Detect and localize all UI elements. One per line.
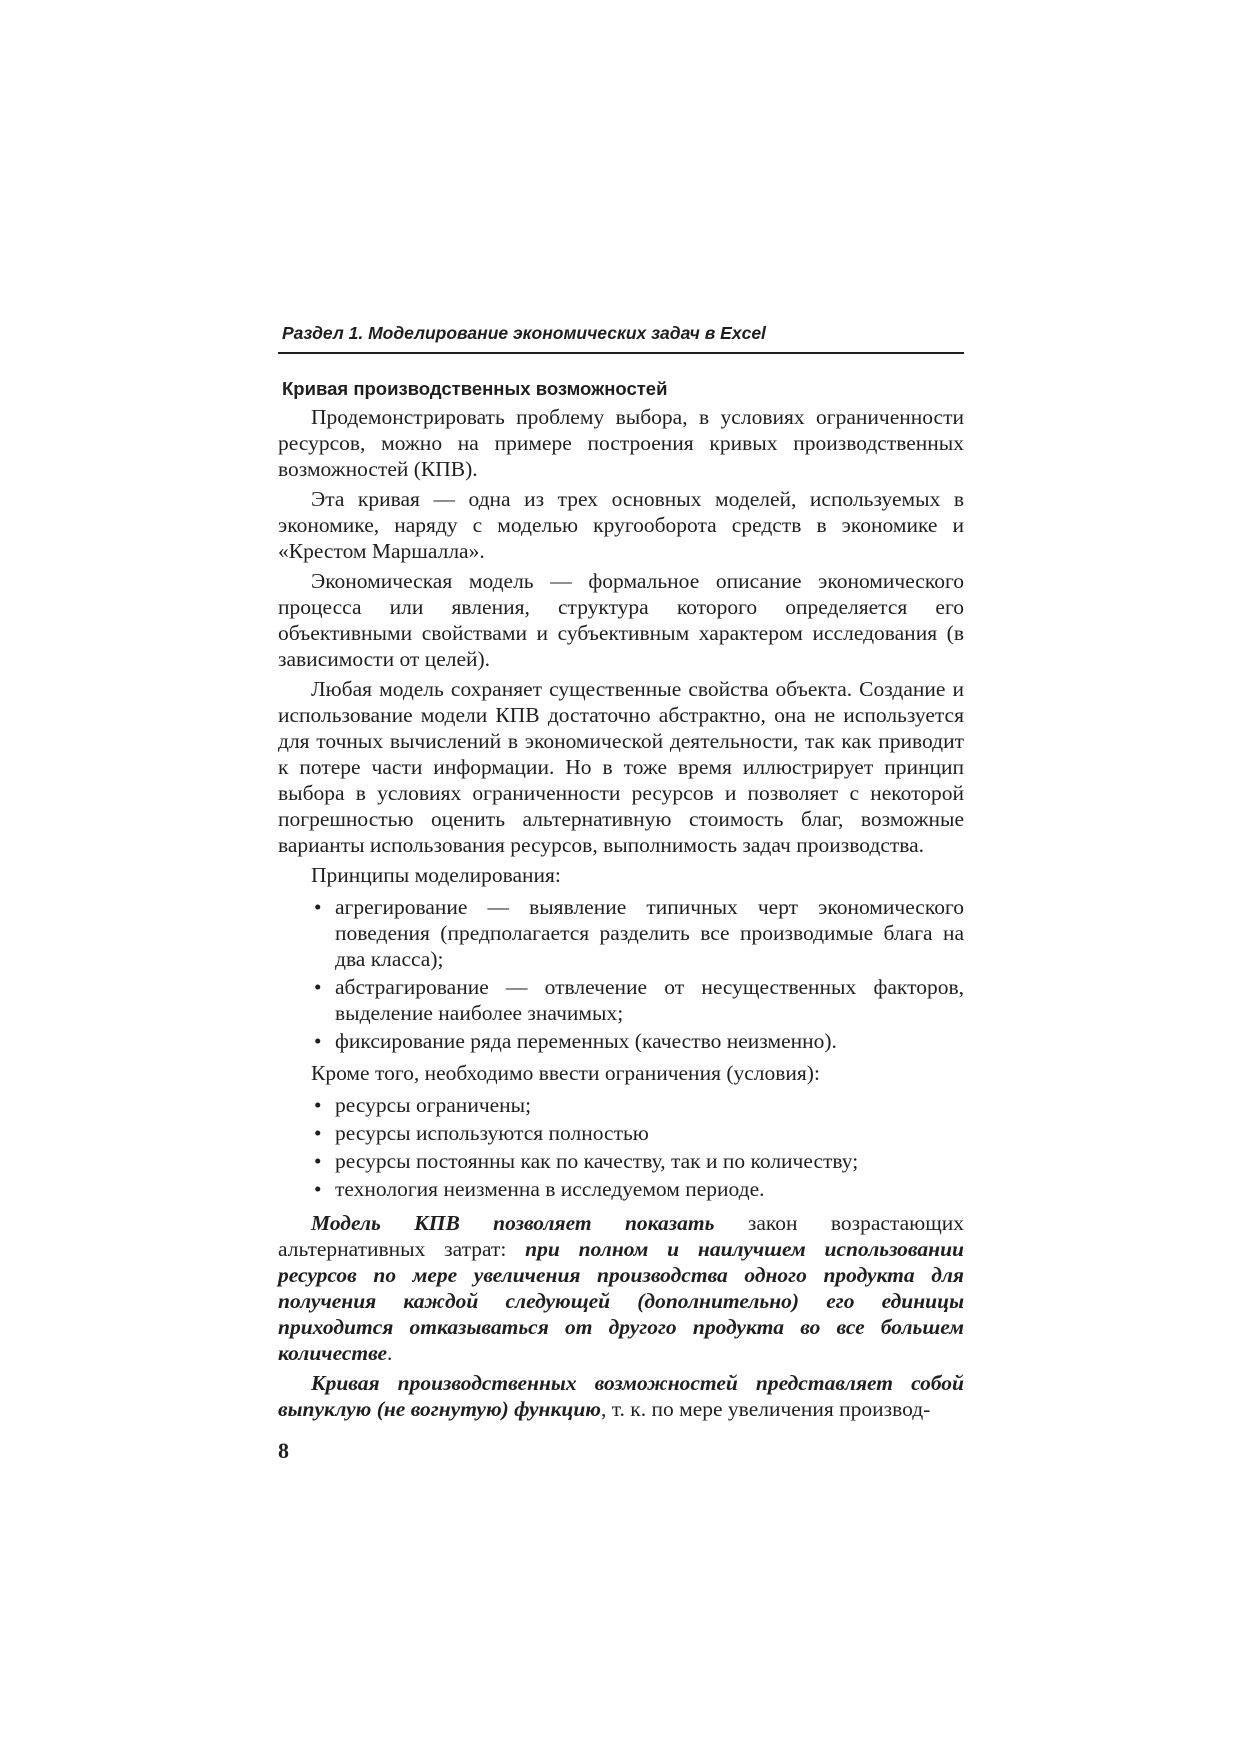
law-tail: . xyxy=(386,1341,393,1365)
law-middle: закон возрастающих альтернативных затрат: xyxy=(278,1211,964,1261)
constraints-list xyxy=(278,1092,964,1202)
list-item: • абстрагирование — отвлечение от несущественных факторов, выделение наиболее значимых; xyxy=(314,974,964,1026)
list-item: • технология неизменна в исследуемом периоде. xyxy=(314,1176,964,1202)
list-item: • ресурсы используются полностью xyxy=(314,1120,964,1146)
page-body xyxy=(278,320,964,1426)
principles-list xyxy=(278,894,964,1054)
principles-intro: Принципы моделирования: xyxy=(311,863,561,887)
law-lead: Модель КПВ позволяет показать xyxy=(311,1211,715,1235)
paragraph-2: Эта кривая — одна из трех основных моделей, используемых в экономике, наряду с моделью кругооборота средств в экономике и «Крестом Маршалла». xyxy=(278,487,964,563)
constraints-intro: Кроме того, необходимо ввести ограничения (условия): xyxy=(311,1061,820,1085)
convex-paragraph xyxy=(278,1370,964,1422)
law-paragraph xyxy=(278,1210,964,1366)
law-statement: при полном и наилучшем использовании ресурсов по мере увеличения производства одного продукта для получения каждой следующей (дополнительно) его единицы приходится отказываться от другого продукта во все большем количестве xyxy=(278,1237,964,1365)
list-item: • агрегирование — выявление типичных черт экономического поведения (предполагается разделить все производимые блага на два класса); xyxy=(314,894,964,972)
page-number: 8 xyxy=(278,1438,289,1463)
paragraph-4: Любая модель сохраняет существенные свойства объекта. Создание и использование модели КПВ достаточно абстрактно, она не используется для точных вычислений в экономической деятельности, так как приводит к потере части информации. Но в тоже время иллюстрирует принцип выбора в условиях ограниченности ресурсов и позволяет с некоторой погрешностью оценить альтернативную стоимость благ, возможные варианты использования ресурсов, выполнимость задач производства. xyxy=(278,677,964,857)
section-heading: Кривая производственных возможностей xyxy=(282,378,668,399)
running-head: Раздел 1. Моделирование экономических задач в Excel xyxy=(282,323,766,343)
list-item: • ресурсы ограничены; xyxy=(314,1092,964,1118)
paragraph-3: Экономическая модель — формальное описание экономического процесса или явления, структура которого определяется его объективными свойствами и субъективным характером исследования (в зависимости от целей). xyxy=(278,569,964,671)
list-item: • фиксирование ряда переменных (качество неизменно). xyxy=(314,1028,964,1054)
paragraph-1: Продемонстрировать проблему выбора, в условиях ограниченности ресурсов, можно на примере построения кривых производственных возможностей (КПВ). xyxy=(278,405,964,481)
header-rule xyxy=(278,352,964,354)
convex-tail: , т. к. по мере увеличения производ- xyxy=(601,1397,931,1421)
list-item: • ресурсы постоянны как по качеству, так и по количеству; xyxy=(314,1148,964,1174)
convex-lead: Кривая производственных возможностей представляет собой выпуклую (не вогнутую) функцию xyxy=(278,1371,964,1421)
